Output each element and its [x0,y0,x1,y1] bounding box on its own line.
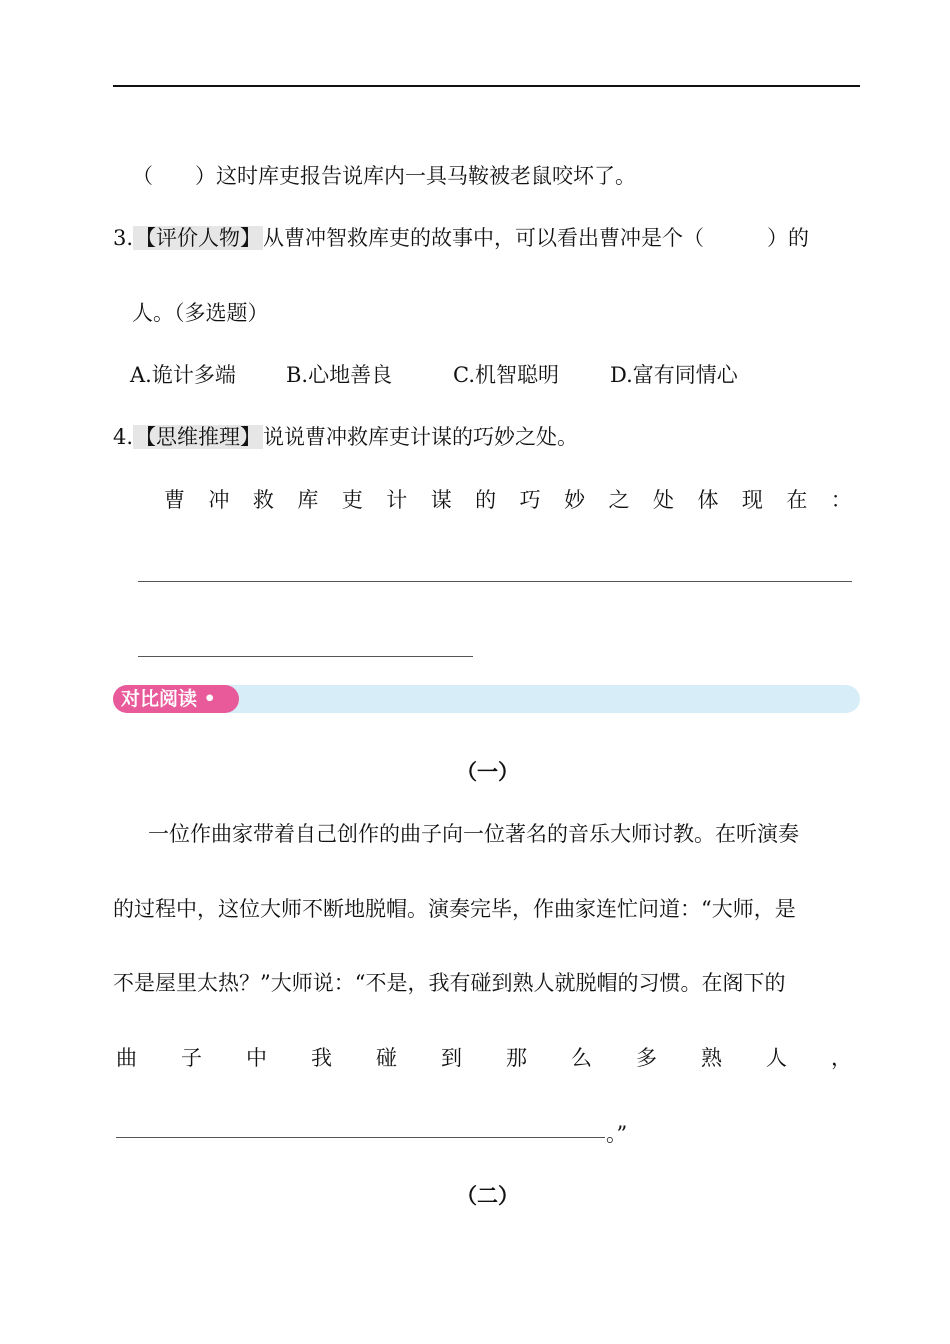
option-d[interactable]: D.富有同情心 [610,363,738,387]
answer-line[interactable] [138,656,473,657]
passage-char: 中 [246,1046,267,1070]
passage-char: 子 [181,1046,202,1070]
question-text: 从曹冲智救库吏的故事中，可以看出曹冲是个（ ）的 [263,226,810,250]
option-a[interactable]: A.诡计多端 [130,363,236,387]
answer-prompt [164,484,852,514]
passage-char: 到 [441,1046,462,1070]
passage-char: 多 [636,1046,657,1070]
prompt-char: 吏 [341,488,363,512]
prompt-char: 曹 [164,488,185,512]
question-3-line2: 人。（多选题） [132,301,269,325]
option-b[interactable]: B.心地善良 [286,363,393,387]
answer-line[interactable] [138,581,852,582]
passage-line: 一位作曲家带着自己创作的曲子向一位著名的音乐大师讨教。在听演奏 [148,822,799,846]
question-4 [113,421,578,451]
passage-char: 那 [506,1046,527,1070]
prompt-char: 冲 [208,488,230,512]
section-title-1: （一） [456,759,519,784]
prompt-char: 救 [252,488,274,512]
prompt-char: 巧 [519,488,541,512]
prompt-char: 的 [475,488,497,512]
passage-line-end: 。” [606,1122,628,1146]
prompt-char: 处 [652,488,674,512]
section-banner-label [113,685,239,713]
prompt-char: 现 [741,488,763,512]
prompt-char: 在 [786,488,808,512]
passage-char: 曲 [116,1046,137,1070]
banner-dot: • [203,688,216,710]
question-tag: 【思维推理】 [135,425,262,449]
banner-text: 对比阅读 [121,688,198,710]
prompt-char: ： [830,488,852,512]
passage-line: 不是屋里太热？”大师说：“不是，我有碰到熟人就脱帽的习惯。在阁下的 [113,971,786,995]
prompt-char: 妙 [564,488,586,512]
passage-char: 人 [766,1046,787,1070]
answer-blank-paren[interactable]: （ ） [132,164,216,188]
question-number: 4. [113,425,134,449]
passage-char: 我 [311,1046,332,1070]
passage-char: 碰 [376,1046,397,1070]
q2-text: 这时库吏报告说库内一具马鞍被老鼠咬坏了。 [216,164,636,188]
passage-line-spread [116,1042,852,1072]
question-3 [113,222,809,252]
passage-char: 熟 [701,1046,722,1070]
q2-continuation [132,160,636,190]
option-c[interactable]: C.机智聪明 [453,363,559,387]
prompt-char: 体 [697,488,719,512]
section-title-2: （二） [456,1183,519,1208]
prompt-char: 谋 [430,488,452,512]
question-tag: 【评价人物】 [135,226,262,250]
prompt-char: 之 [608,488,630,512]
question-text: 说说曹冲救库吏计谋的巧妙之处。 [263,425,579,449]
prompt-char: 计 [386,488,408,512]
passage-char: 么 [571,1046,592,1070]
passage-line: 的过程中，这位大师不断地脱帽。演奏完毕，作曲家连忙问道：“大师，是 [113,897,796,921]
question-number: 3. [113,226,134,250]
prompt-char: 库 [297,488,319,512]
top-rule [113,85,860,87]
fill-in-blank-line[interactable] [116,1137,605,1138]
passage-char: ， [831,1046,852,1070]
